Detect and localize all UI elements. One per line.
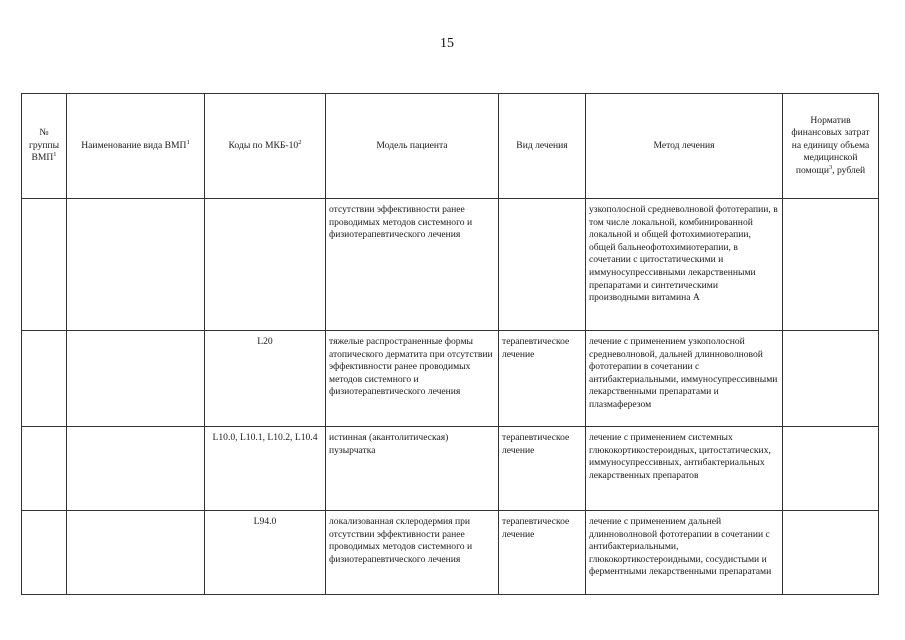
table-row: [22, 511, 879, 595]
header-icd-codes-text: Коды по МКБ-10: [228, 139, 299, 151]
footnote-2-mark: 2: [298, 138, 302, 146]
cell-treatment-type: терапевтическое лечение: [499, 511, 586, 595]
cell-treatment-method: узкополосной средневолновой фототерапии, в том числе локальной, комбинированной локальной и общей фотохимиотерапии, общей бальнеофотохимиотерапии, в сочетании с цитостатическими и иммуносупрессивными лекарственными препаратами и синтетическими производными витамина А: [586, 199, 783, 331]
cell-cost-norm: [783, 427, 879, 511]
cell-cost-norm: [783, 331, 879, 427]
header-cost-norm-text: Норматив финансовых затрат на единицу объема медицинской помощи: [791, 114, 870, 176]
header-treatment-type: [499, 94, 586, 199]
cell-treatment-type: [499, 199, 586, 331]
header-treatment-method-text: Метод лечения: [653, 139, 715, 151]
cell-treatment-method: лечение с применением системных глюкокортикостероидных, цитостатических, иммуносупрессивных, антибактериальных лекарственных препаратов: [586, 427, 783, 511]
cell-treatment-type: терапевтическое лечение: [499, 331, 586, 427]
header-treatment-type-text: Вид лечения: [516, 139, 568, 151]
header-patient-model-text: Модель пациента: [376, 139, 448, 151]
cell-icd-codes: [205, 199, 326, 331]
page-number: 15: [440, 36, 454, 51]
cell-vmp-name: [67, 427, 205, 511]
footnote-1-mark: 1: [53, 151, 57, 159]
header-vmp-name: [67, 94, 205, 199]
cell-icd-codes: L10.0, L10.1, L10.2, L10.4: [205, 427, 326, 511]
cell-group-no: [22, 331, 67, 427]
cell-treatment-method: лечение с применением узкополосной средневолновой, дальней длинноволновой фототерапии в сочетании с антибактериальными, иммуносупрессивными лекарственными препаратами и плазмаферезом: [586, 331, 783, 427]
header-patient-model: [326, 94, 499, 199]
vmp-table: [21, 93, 879, 595]
cell-icd-codes: L94.0: [205, 511, 326, 595]
cell-cost-norm: [783, 199, 879, 331]
cell-treatment-method: лечение с применением дальней длинноволновой фототерапии в сочетании с антибактериальными, глюкокортикостероидными, сосудистыми и ферментными лекарственными препаратами: [586, 511, 783, 595]
cell-group-no: [22, 427, 67, 511]
header-group-no-text: № группы ВМП: [28, 127, 60, 164]
header-vmp-name-text: Наименование вида ВМП: [81, 139, 187, 151]
cell-treatment-type: терапевтическое лечение: [499, 427, 586, 511]
cell-icd-codes: L20: [205, 331, 326, 427]
header-treatment-method: [586, 94, 783, 199]
cell-vmp-name: [67, 511, 205, 595]
header-icd-codes: [205, 94, 326, 199]
cell-patient-model: тяжелые распространенные формы атопического дерматита при отсутствии эффективности ранее проводимых методов системного и физиотерапевтического лечения: [326, 331, 499, 427]
table-row: [22, 427, 879, 511]
footnote-3-mark: 3: [828, 163, 833, 171]
cell-cost-norm: [783, 511, 879, 595]
header-cost-norm: [783, 94, 879, 199]
cell-vmp-name: [67, 199, 205, 331]
cell-vmp-name: [67, 331, 205, 427]
cell-group-no: [22, 511, 67, 595]
cell-group-no: [22, 199, 67, 331]
footnote-1-mark: 1: [186, 138, 190, 146]
header-row: [22, 94, 879, 199]
table-row: [22, 199, 879, 331]
cell-patient-model: локализованная склеродермия при отсутствии эффективности ранее проводимых методов системного и физиотерапевтического лечения: [326, 511, 499, 595]
cell-patient-model: отсутствии эффективности ранее проводимых методов системного и физиотерапевтического лечения: [326, 199, 499, 331]
header-group-no: [22, 94, 67, 199]
cell-patient-model: истинная (акантолитическая) пузырчатка: [326, 427, 499, 511]
header-cost-norm-suffix: , рублей: [832, 164, 866, 176]
table-row: [22, 331, 879, 427]
